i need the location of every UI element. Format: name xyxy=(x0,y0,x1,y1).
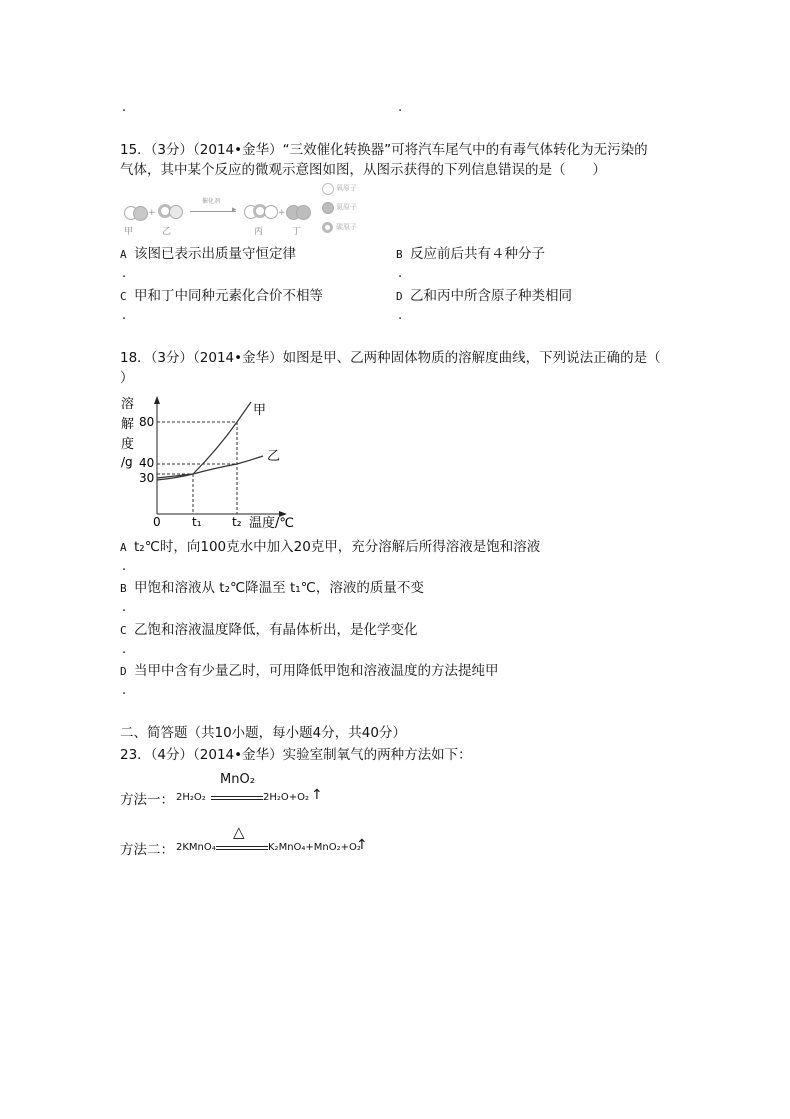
method1-equals-sign xyxy=(211,796,263,800)
q18-option-b-dot: . xyxy=(122,600,127,615)
legend-oxygen: 氧原子 xyxy=(336,184,357,192)
y-tick-80: 80 xyxy=(139,415,155,429)
q18-option-d-dot: . xyxy=(122,683,127,698)
q15-option-c: C 甲和丁中同种元素化合价不相等 xyxy=(120,288,323,304)
method1-product: 2H₂O+O₂ xyxy=(263,792,310,803)
method2-product: K₂MnO₄+MnO₂+O₂ xyxy=(268,842,361,853)
q15-reaction-figure: + 催化剂 ▸ + 甲 乙 丙 丁 氧原子 氮原子 碳原子 xyxy=(124,184,357,237)
method2-equals-sign xyxy=(216,846,268,850)
method2-condition: △ xyxy=(233,823,245,841)
ylabel-char-3: 度 xyxy=(121,437,135,452)
series-yi-label: 乙 xyxy=(267,449,281,464)
q18-option-b: B 甲饱和溶液从 t₂℃降温至 t₁℃，溶液的质量不变 xyxy=(120,580,424,596)
method2-up-arrow: ↑ xyxy=(356,837,368,853)
y-tick-30: 30 xyxy=(139,471,155,485)
method1-label: 方法一： xyxy=(120,792,174,808)
method2-label: 方法二： xyxy=(120,842,174,858)
label-yi: 乙 xyxy=(162,227,172,237)
method1-reactant: 2H₂O₂ xyxy=(176,792,206,803)
legend-carbon-swatch xyxy=(322,222,333,233)
series-yi-curve xyxy=(157,456,263,478)
top-dot-right: . xyxy=(398,100,403,115)
q18-option-c-dot: . xyxy=(122,642,127,657)
ylabel-char-2: 解 xyxy=(121,417,135,432)
q15-option-b: B 反应前后共有４种分子 xyxy=(396,246,545,262)
ylabel-char-1: 溶 xyxy=(121,397,135,412)
q15-option-a-dot: . xyxy=(122,266,127,281)
y-tick-40: 40 xyxy=(139,456,155,470)
legend-nitrogen-swatch xyxy=(322,202,334,214)
x-tick-0: 0 xyxy=(153,515,161,529)
q15-option-d: D 乙和丙中所含原子种类相同 xyxy=(396,288,572,304)
q18-option-a: A t₂℃时，向100克水中加入20克甲，充分溶解后所得溶液是饱和溶液 xyxy=(120,539,541,555)
y-axis-arrow xyxy=(154,396,160,404)
legend-oxygen-swatch xyxy=(322,183,334,195)
method2-equation xyxy=(120,823,420,860)
q15-line2: 气体，其中某个反应的微观示意图如图，从图示获得的下列信息错误的是（ ） xyxy=(120,162,606,178)
section2-heading: 二、简答题（共10小题，每小题4分，共40分） xyxy=(120,725,406,741)
x-tick-t2: t₂ xyxy=(232,515,242,529)
label-bing: 丙 xyxy=(254,227,264,237)
series-jia-label: 甲 xyxy=(253,403,267,418)
legend-carbon: 碳原子 xyxy=(336,223,357,231)
solubility-chart xyxy=(115,390,315,532)
method2-reactant: 2KMnO₄ xyxy=(176,842,216,853)
q15-option-c-dot: . xyxy=(122,308,127,323)
q18-option-c: C 乙饱和溶液温度降低，有晶体析出，是化学变化 xyxy=(120,622,418,638)
legend-nitrogen: 氮原子 xyxy=(336,203,357,211)
label-jia: 甲 xyxy=(124,227,134,237)
q18-option-a-dot: . xyxy=(122,559,127,574)
catalyst-label: 催化剂 xyxy=(202,198,221,205)
q15-line1: 15．（3分）（2014•金华）“三效催化转换器”可将汽车尾气中的有毒气体转化为无污染的 xyxy=(120,142,648,158)
top-dot-left: . xyxy=(122,100,127,115)
q15-option-d-dot: . xyxy=(398,308,403,323)
q15-option-a: A 该图已表示出质量守恒定律 xyxy=(120,246,296,262)
q15-option-b-dot: . xyxy=(398,266,403,281)
q18-line2: ） xyxy=(120,370,134,386)
method1-equation xyxy=(120,772,380,808)
method1-up-arrow: ↑ xyxy=(311,787,323,803)
method1-condition: MnO₂ xyxy=(220,772,255,787)
q18-line1: 18．（3分）（2014•金华）如图是甲、乙两种固体物质的溶解度曲线，下列说法正确的是（ xyxy=(120,350,661,366)
q18-option-d: D 当甲中含有少量乙时，可用降低甲饱和溶液温度的方法提纯甲 xyxy=(120,663,499,679)
ylabel-char-4: /g xyxy=(121,455,133,469)
q23-text: 23．（4分）（2014•金华）实验室制氧气的两种方法如下： xyxy=(120,747,472,763)
label-ding: 丁 xyxy=(292,227,302,237)
x-axis-label: 温度/℃ xyxy=(249,516,294,531)
x-tick-t1: t₁ xyxy=(192,515,202,529)
